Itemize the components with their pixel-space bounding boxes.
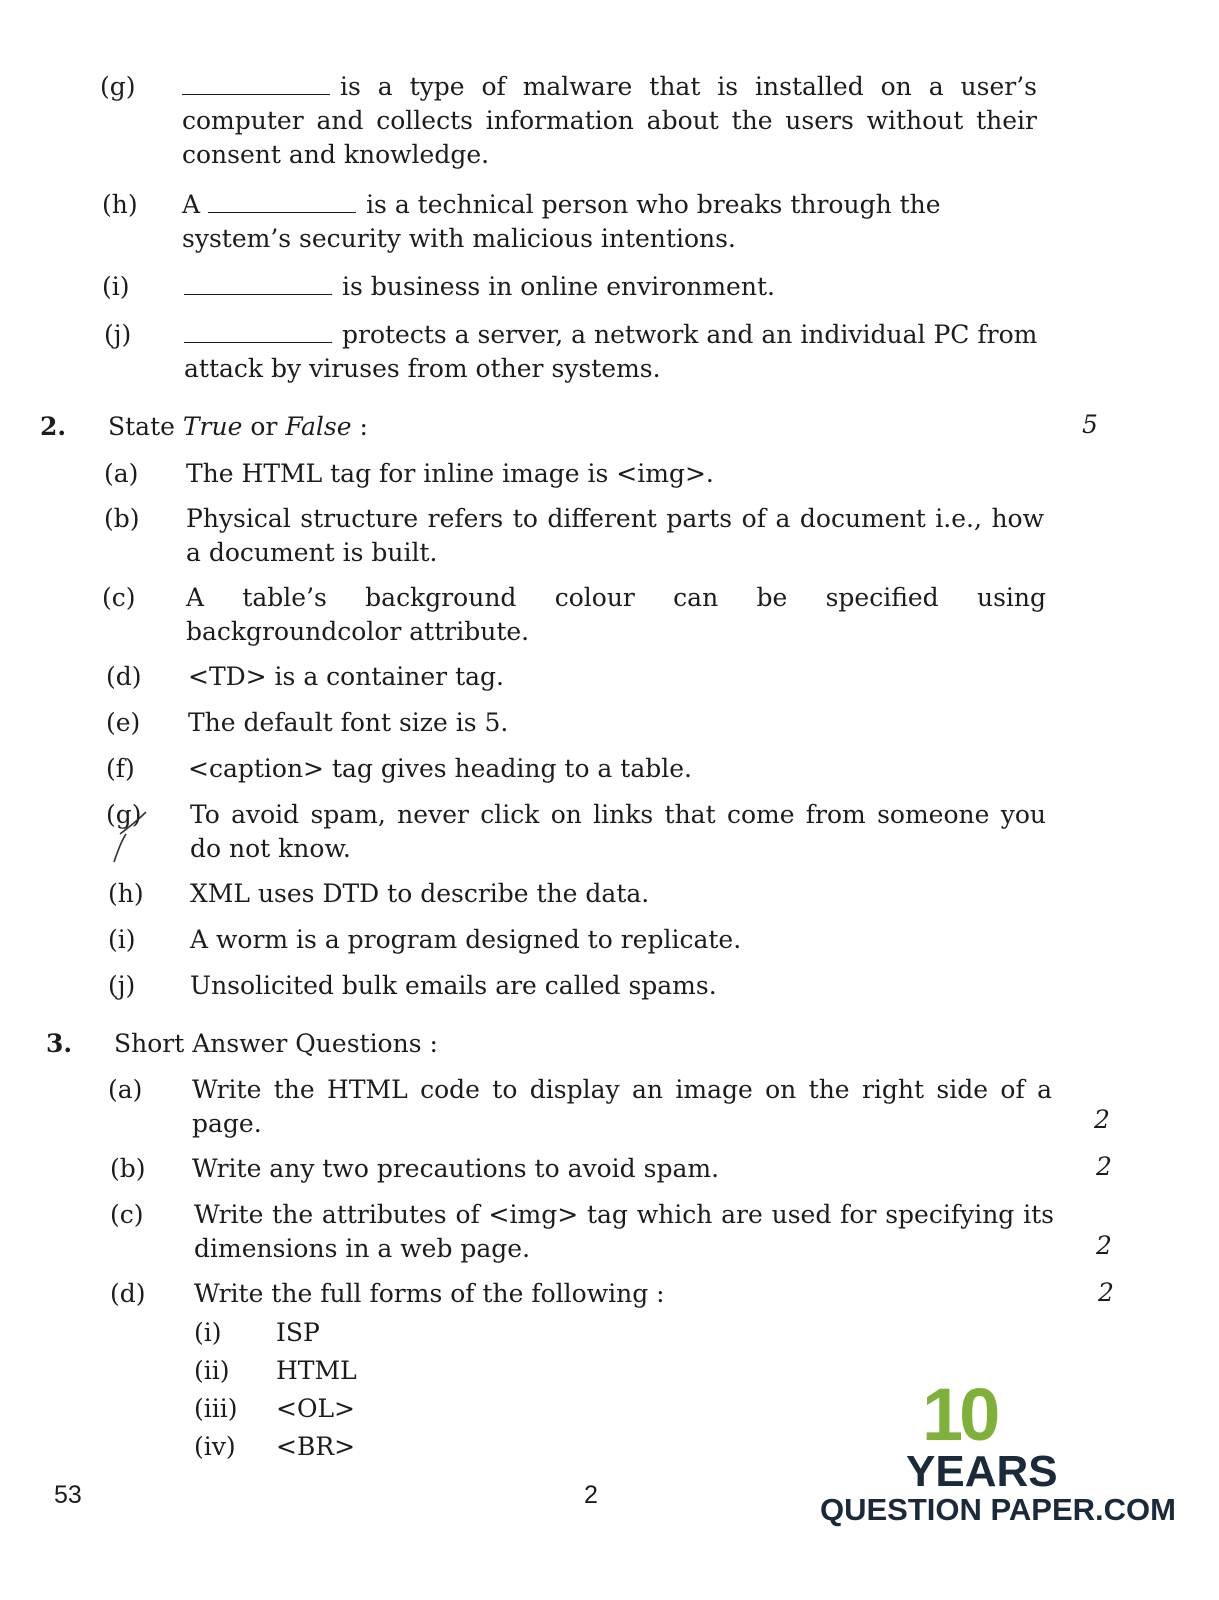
q2-a-text: The HTML tag for inline image is <img>. <box>186 459 714 488</box>
answer-blank <box>208 188 356 213</box>
q1-h-text: A is a technical person who breaks through the system’s security with malicious intentions. <box>182 190 941 253</box>
q2-j-text: Unsolicited bulk emails are called spams. <box>190 971 717 1000</box>
q2-d-text: <TD> is a container tag. <box>188 662 504 691</box>
q2-g-text: To avoid spam, never click on links that come from someone you do not know. <box>190 800 1046 863</box>
q2-j-label: (j) <box>108 971 136 1000</box>
q2-f-label: (f) <box>106 754 135 783</box>
q2-c-label: (c) <box>102 583 136 612</box>
q2-b-label: (b) <box>104 504 140 533</box>
q3-c-label: (c) <box>110 1200 144 1229</box>
q2-e-text: The default font size is 5. <box>188 708 509 737</box>
q3-b-label: (b) <box>110 1154 146 1183</box>
q3-d-sub-label: (i) <box>194 1318 222 1347</box>
answer-blank <box>184 270 332 295</box>
q3-d-label: (d) <box>110 1279 146 1308</box>
q3-d-sub-text: ISP <box>276 1318 320 1347</box>
q3-d-marks: 2 <box>1098 1278 1114 1307</box>
pen-scribble-icon <box>106 804 150 864</box>
q2-c-text: A table’s background colour can be specified using backgroundcolor attribute. <box>186 583 1046 646</box>
q3-b-marks: 2 <box>1096 1152 1112 1181</box>
q2-h-text: XML uses DTD to describe the data. <box>190 879 650 908</box>
q3-c-marks: 2 <box>1096 1231 1112 1260</box>
scribble-path <box>114 812 146 862</box>
q3-d-sub-text: <BR> <box>276 1432 356 1461</box>
answer-blank <box>184 318 332 343</box>
q3-b-text: Write any two precautions to avoid spam. <box>192 1154 720 1183</box>
q2-a-label: (a) <box>104 459 139 488</box>
q3-title: Short Answer Questions : <box>114 1029 438 1058</box>
q3-d-text: Write the full forms of the following : <box>194 1279 665 1308</box>
q2-number: 2. <box>40 412 67 441</box>
q2-h-label: (h) <box>108 879 144 908</box>
q2-e-label: (e) <box>106 708 141 737</box>
logo-site: QUESTION PAPER.COM <box>820 1492 1176 1527</box>
watermark-logo <box>820 1373 1176 1560</box>
q3-a-label: (a) <box>108 1075 143 1104</box>
q1-i-label: (i) <box>102 272 130 301</box>
q1-j-label: (j) <box>104 320 132 349</box>
q3-a-text: Write the HTML code to display an image on the right side of a page. <box>192 1075 1052 1138</box>
q2-marks: 5 <box>1082 410 1098 439</box>
q2-f-text: <caption> tag gives heading to a table. <box>188 754 692 783</box>
q3-number: 3. <box>46 1029 73 1058</box>
q1-j-text: protects a server, a network and an individual PC from attack by viruses from other systems. <box>184 320 1038 383</box>
q1-g-label: (g) <box>100 72 136 101</box>
q2-title: State True or False : <box>108 412 368 441</box>
q3-d-sub-label: (iii) <box>194 1394 238 1423</box>
q2-i-text: A worm is a program designed to replicate. <box>190 925 742 954</box>
q3-d-sub-text: <OL> <box>276 1394 355 1423</box>
paper-code: 53 <box>54 1481 82 1509</box>
q3-a-marks: 2 <box>1094 1105 1110 1134</box>
q3-d-sub-label: (iv) <box>194 1432 236 1461</box>
page-number: 2 <box>584 1481 598 1509</box>
q3-d-sub-text: HTML <box>276 1356 357 1385</box>
q2-d-label: (d) <box>106 662 142 691</box>
logo-number: 10 <box>922 1373 997 1456</box>
q1-g-text: is a type of malware that is installed on a user’s computer and collects information about the users without their consent and knowledge. <box>182 72 1037 169</box>
q1-h-label: (h) <box>102 190 138 219</box>
q2-i-label: (i) <box>108 925 136 954</box>
q3-c-text: Write the attributes of <img> tag which are used for specifying its dimensions in a web page. <box>194 1200 1054 1263</box>
q3-d-sub-label: (ii) <box>194 1356 230 1385</box>
q1-i-text: is business in online environment. <box>184 270 1044 304</box>
answer-blank <box>182 70 330 95</box>
logo-years: YEARS <box>906 1447 1058 1496</box>
q2-g-label: (g) <box>106 800 142 829</box>
q2-b-text: Physical structure refers to different parts of a document i.e., how a document is built. <box>186 504 1044 567</box>
